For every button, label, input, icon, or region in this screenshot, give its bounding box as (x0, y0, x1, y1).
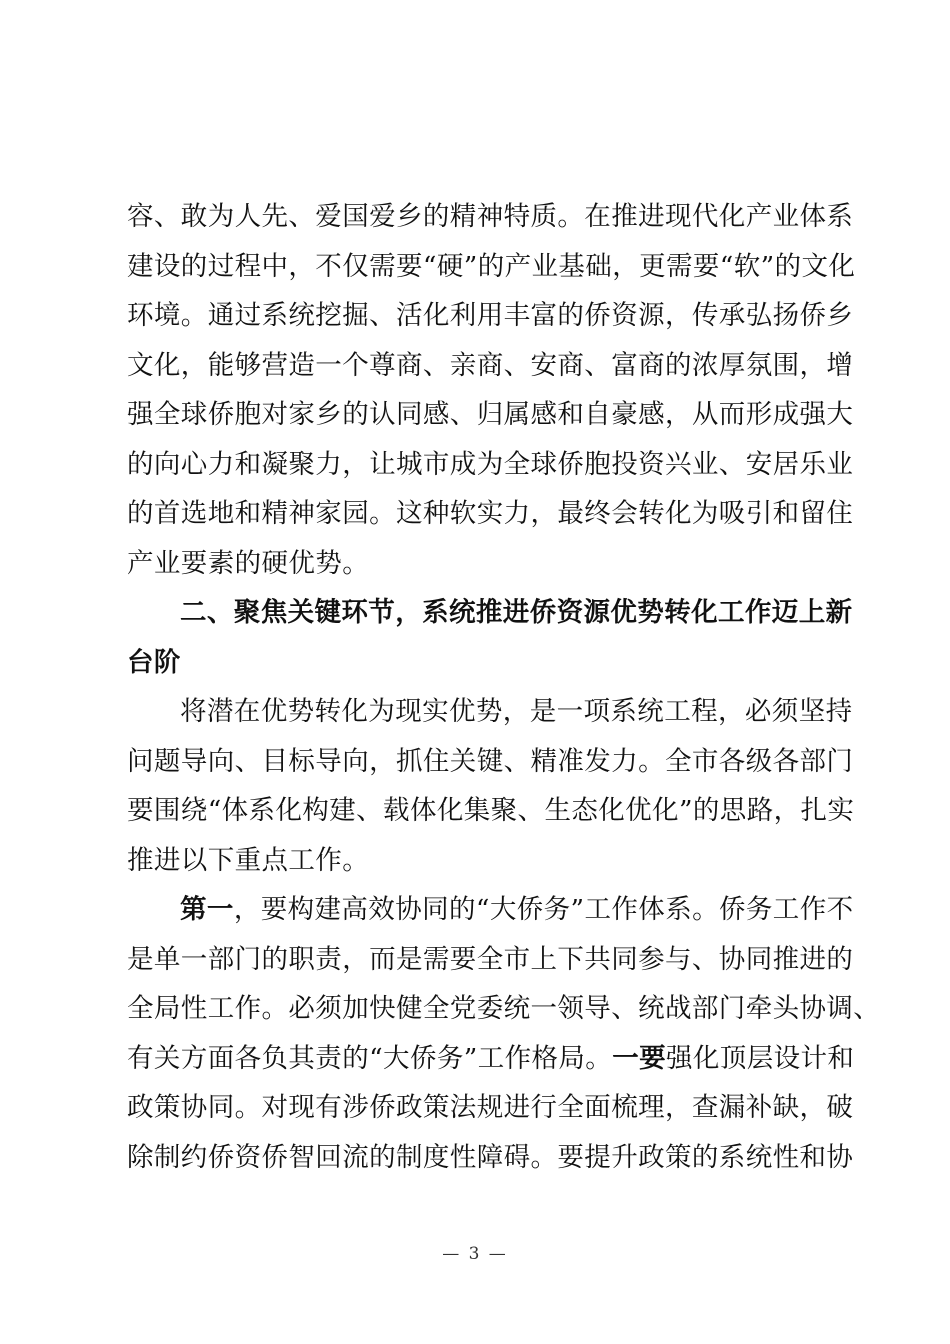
text-line (127, 885, 854, 935)
page-number: — 3 — (442, 1244, 508, 1264)
document-body (127, 192, 881, 1182)
text-run: 有关方面各负其责的“大侨务”工作格局。 (127, 1042, 613, 1074)
text-line: 问题导向、目标导向，抓住关键、精准发力。全市各级各部门 (127, 745, 854, 777)
text-line: 的向心力和凝聚力，让城市成为全球侨胞投资兴业、安居乐业 (127, 448, 854, 480)
text-run: 强化顶层设计和 (666, 1042, 855, 1074)
lead-keyword: 一要 (612, 1042, 667, 1074)
text-line: 容、敢为人先、爱国爱乡的精神特质。在推进现代化产业体系 (127, 201, 854, 232)
heading-line: 台阶 (127, 646, 181, 678)
text-line: 除制约侨资侨智回流的制度性障碍。要提升政策的系统性和协 (127, 1141, 854, 1173)
text-line: 强全球侨胞对家乡的认同感、归属感和自豪感，从而形成强大 (127, 399, 854, 430)
text-run: ，要构建高效协同的“大侨务”工作体系。侨务工作不 (233, 894, 854, 925)
section-heading (127, 588, 853, 687)
text-line: 要围绕“体系化构建、载体化集聚、生态化优化”的思路，扎实 (127, 795, 855, 826)
text-line: 将潜在优势转化为现实优势，是一项系统工程，必须坚持 (180, 696, 853, 727)
paragraph-first-point (127, 885, 881, 1182)
text-line: 是单一部门的职责，而是需要全市上下共同参与、协同推进的 (127, 943, 854, 975)
text-line: 产业要素的硬优势。 (127, 547, 370, 579)
text-line: 政策协同。对现有涉侨政策法规进行全面梳理，查漏补缺，破 (127, 1092, 854, 1123)
heading-line: 二、聚焦关键环节，系统推进侨资源优势转化工作迈上新 (180, 597, 853, 628)
text-line: 推进以下重点工作。 (127, 844, 370, 876)
text-line: 的首选地和精神家园。这种软实力，最终会转化为吸引和留住 (127, 498, 854, 529)
lead-keyword: 第一 (180, 894, 234, 925)
paragraph-culture (127, 192, 856, 588)
text-line: 环境。通过系统挖掘、活化利用丰富的侨资源，传承弘扬侨乡 (127, 300, 854, 331)
paragraph-intro (127, 687, 855, 885)
text-line: 文化，能够营造一个尊商、亲商、安商、富商的浓厚氛围，增 (127, 349, 854, 381)
text-line (127, 1034, 855, 1084)
text-line: 全局性工作。必须加快健全党委统一领导、统战部门牵头协调、 (127, 993, 881, 1024)
text-line: 建设的过程中，不仅需要“硬”的产业基础，更需要“软”的文化 (127, 250, 856, 282)
